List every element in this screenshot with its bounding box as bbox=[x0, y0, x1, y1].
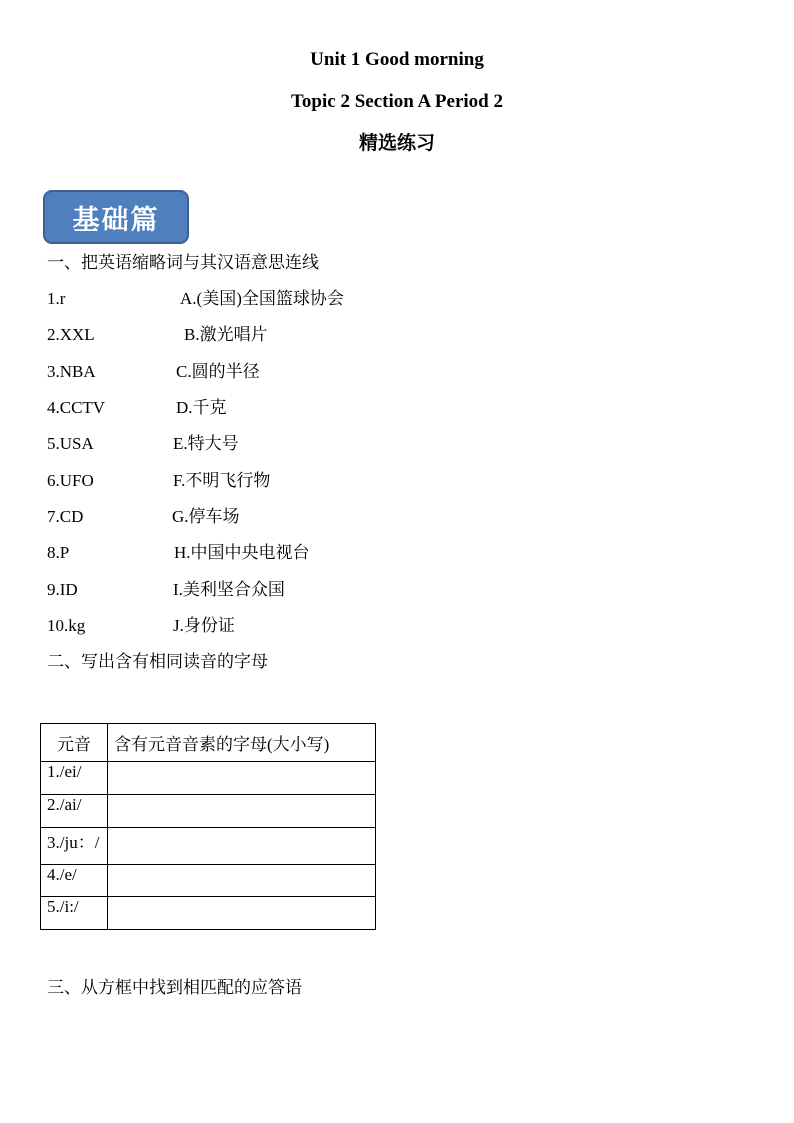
match-item-number: 5.USA bbox=[47, 434, 94, 453]
match-item-answer: G.停车场 bbox=[172, 507, 240, 526]
match-item-number: 7.CD bbox=[47, 507, 84, 526]
table-row bbox=[41, 897, 376, 930]
match-item-answer: F.不明飞行物 bbox=[173, 471, 271, 490]
match-item-answer: D.千克 bbox=[176, 398, 227, 417]
answer-cell[interactable] bbox=[108, 828, 376, 865]
section1-heading: 一、把英语缩略词与其汉语意思连线 bbox=[47, 253, 319, 272]
match-item-answer: C.圆的半径 bbox=[176, 362, 260, 381]
match-item-number: 8.P bbox=[47, 543, 70, 562]
match-item-answer: J.身份证 bbox=[173, 616, 235, 635]
table-header-cell: 元音 bbox=[41, 724, 108, 762]
match-item-number: 10.kg bbox=[47, 616, 86, 635]
match-item-answer: I.美利坚合众国 bbox=[173, 580, 285, 599]
section2-heading: 二、写出含有相同读音的字母 bbox=[47, 652, 268, 671]
answer-cell[interactable] bbox=[108, 897, 376, 930]
match-item-number: 1.r bbox=[47, 289, 66, 308]
match-item-number: 9.ID bbox=[47, 580, 78, 599]
section3-heading: 三、从方框中找到相匹配的应答语 bbox=[47, 978, 302, 997]
vowel-cell: 1./ei/ bbox=[41, 762, 108, 795]
match-item-answer: B.激光唱片 bbox=[184, 325, 268, 344]
page-subtitle-cn: 精选练习 bbox=[358, 133, 435, 154]
match-item-number: 6.UFO bbox=[47, 471, 94, 490]
table-row bbox=[41, 828, 376, 865]
page-subtitle: Topic 2 Section A Period 2 bbox=[290, 91, 503, 112]
vowel-cell: 4./e/ bbox=[41, 865, 108, 897]
basic-level-badge: 基础篇 bbox=[43, 190, 189, 244]
page-title: Unit 1 Good morning bbox=[310, 49, 484, 70]
match-item-number: 2.XXL bbox=[47, 325, 95, 344]
table-row bbox=[41, 795, 376, 828]
match-item-answer: E.特大号 bbox=[173, 434, 239, 453]
table-header-row bbox=[41, 724, 376, 762]
table-header-cell: 含有元音音素的字母(大小写) bbox=[108, 724, 376, 762]
match-item-answer: A.(美国)全国篮球协会 bbox=[180, 289, 344, 308]
match-item-answer: H.中国中央电视台 bbox=[174, 543, 310, 562]
vowel-table bbox=[40, 723, 376, 930]
vowel-cell: 3./ju：/ bbox=[41, 828, 108, 865]
match-item-number: 4.CCTV bbox=[47, 398, 106, 417]
vowel-cell: 2./ai/ bbox=[41, 795, 108, 828]
table-row bbox=[41, 762, 376, 795]
table-row bbox=[41, 865, 376, 897]
answer-cell[interactable] bbox=[108, 795, 376, 828]
vowel-cell: 5./i:/ bbox=[41, 897, 108, 930]
match-item-number: 3.NBA bbox=[47, 362, 96, 381]
answer-cell[interactable] bbox=[108, 762, 376, 795]
answer-cell[interactable] bbox=[108, 865, 376, 897]
